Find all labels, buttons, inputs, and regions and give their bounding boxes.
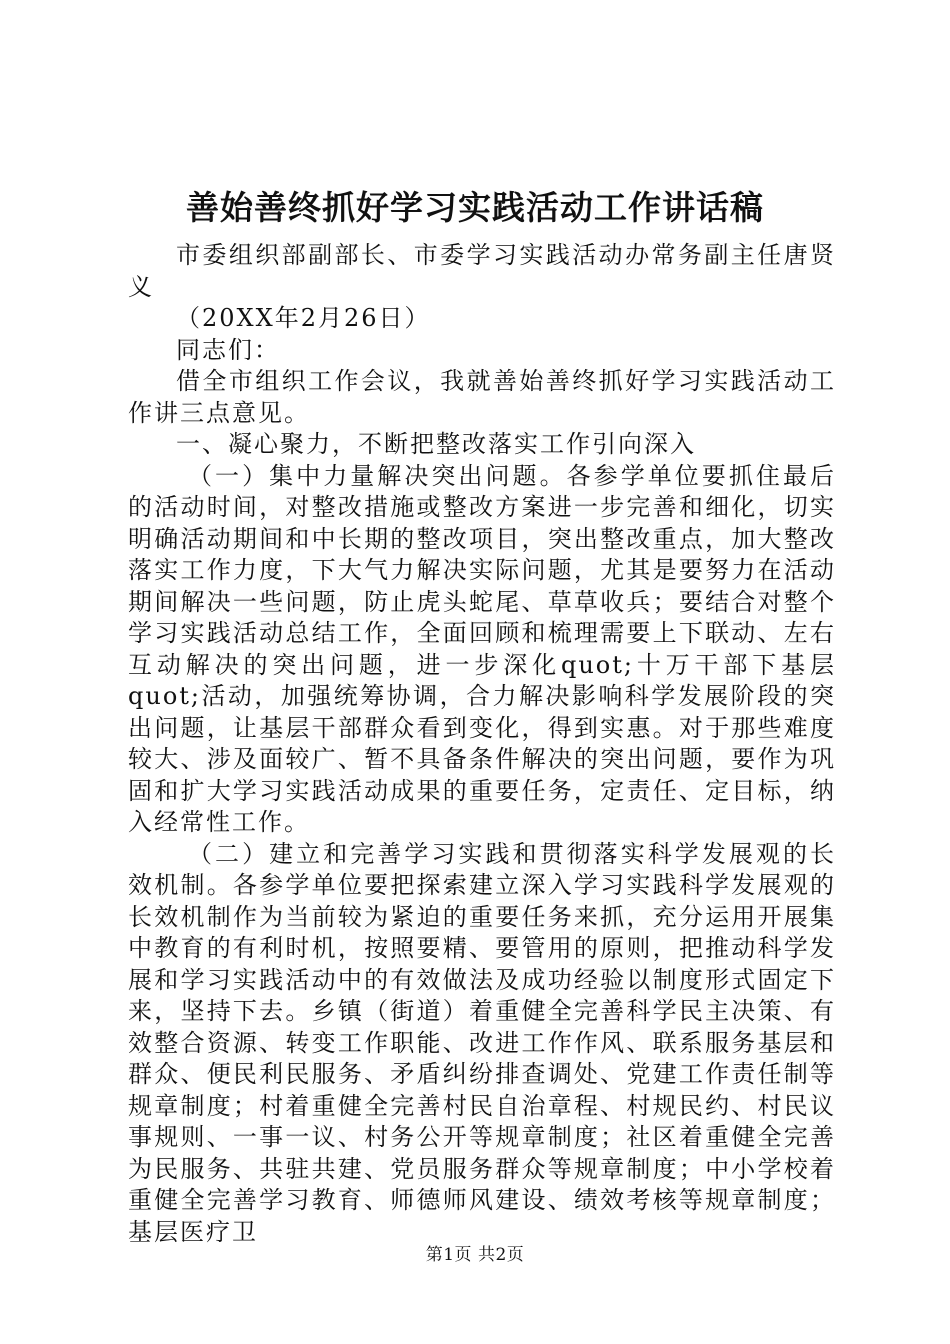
intro-paragraph: 借全市组织工作会议，我就善始善终抓好学习实践活动工作讲三点意见。: [128, 367, 836, 427]
section-heading: 一、凝心聚力，不断把整改落实工作引向深入: [176, 430, 696, 458]
salutation: 同志们：: [176, 335, 280, 364]
document-title: 善始善终抓好学习实践活动工作讲话稿: [186, 188, 764, 227]
document-body: [128, 240, 836, 1248]
speaker-line: 市委组织部副部长、市委学习实践活动办常务副主任唐贤义: [128, 241, 836, 301]
body-paragraph: （二）建立和完善学习实践和贯彻落实科学发展观的长效机制。各参学单位要把探索建立深入学习实践科学发展观的长效机制作为当前较为紧迫的重要任务来抓，充分运用开展集中教育的有利时机，按照要精、要管用的原则，把推动科学发展和学习实践活动中的有效做法及成功经验以制度形式固定下来，坚持下去。乡镇（街道）着重健全完善科学民主决策、有效整合资源、转变工作职能、改进工作作风、联系服务基层和群众、便民利民服务、矛盾纠纷排查调处、党建工作责任制等规章制度；村着重健全完善村民自治章程、村规民约、村民议事规则、一事一议、村务公开等规章制度；社区着重健全完善为民服务、共驻共建、党员服务群众等规章制度；中小学校着重健全完善学习教育、师德师风建设、绩效考核等规章制度；基层医疗卫: [128, 839, 836, 1246]
date-line: （20XX年2月26日）: [176, 304, 431, 332]
page-number: 第1页 共2页: [425, 1245, 525, 1265]
body-paragraph: （一）集中力量解决突出问题。各参学单位要抓住最后的活动时间，对整改措施或整改方案进一步完善和细化，切实明确活动期间和中长期的整改项目，突出整改重点，加大整改落实工作力度，下大气力解决实际问题，尤其是要努力在活动期间解决一些问题，防止虎头蛇尾、草草收兵；要结合对整个学习实践活动总结工作，全面回顾和梳理需要上下联动、左右互动解决的突出问题，进一步深化quot;十万干部下基层quot;活动，加强统筹协调，合力解决影响科学发展阶段的突出问题，让基层干部群众看到变化，得到实惠。对于那些难度较大、涉及面较广、暂不具备条件解决的突出问题，要作为巩固和扩大学习实践活动成果的重要任务，定责任、定目标，纳入经常性工作。: [128, 461, 836, 836]
